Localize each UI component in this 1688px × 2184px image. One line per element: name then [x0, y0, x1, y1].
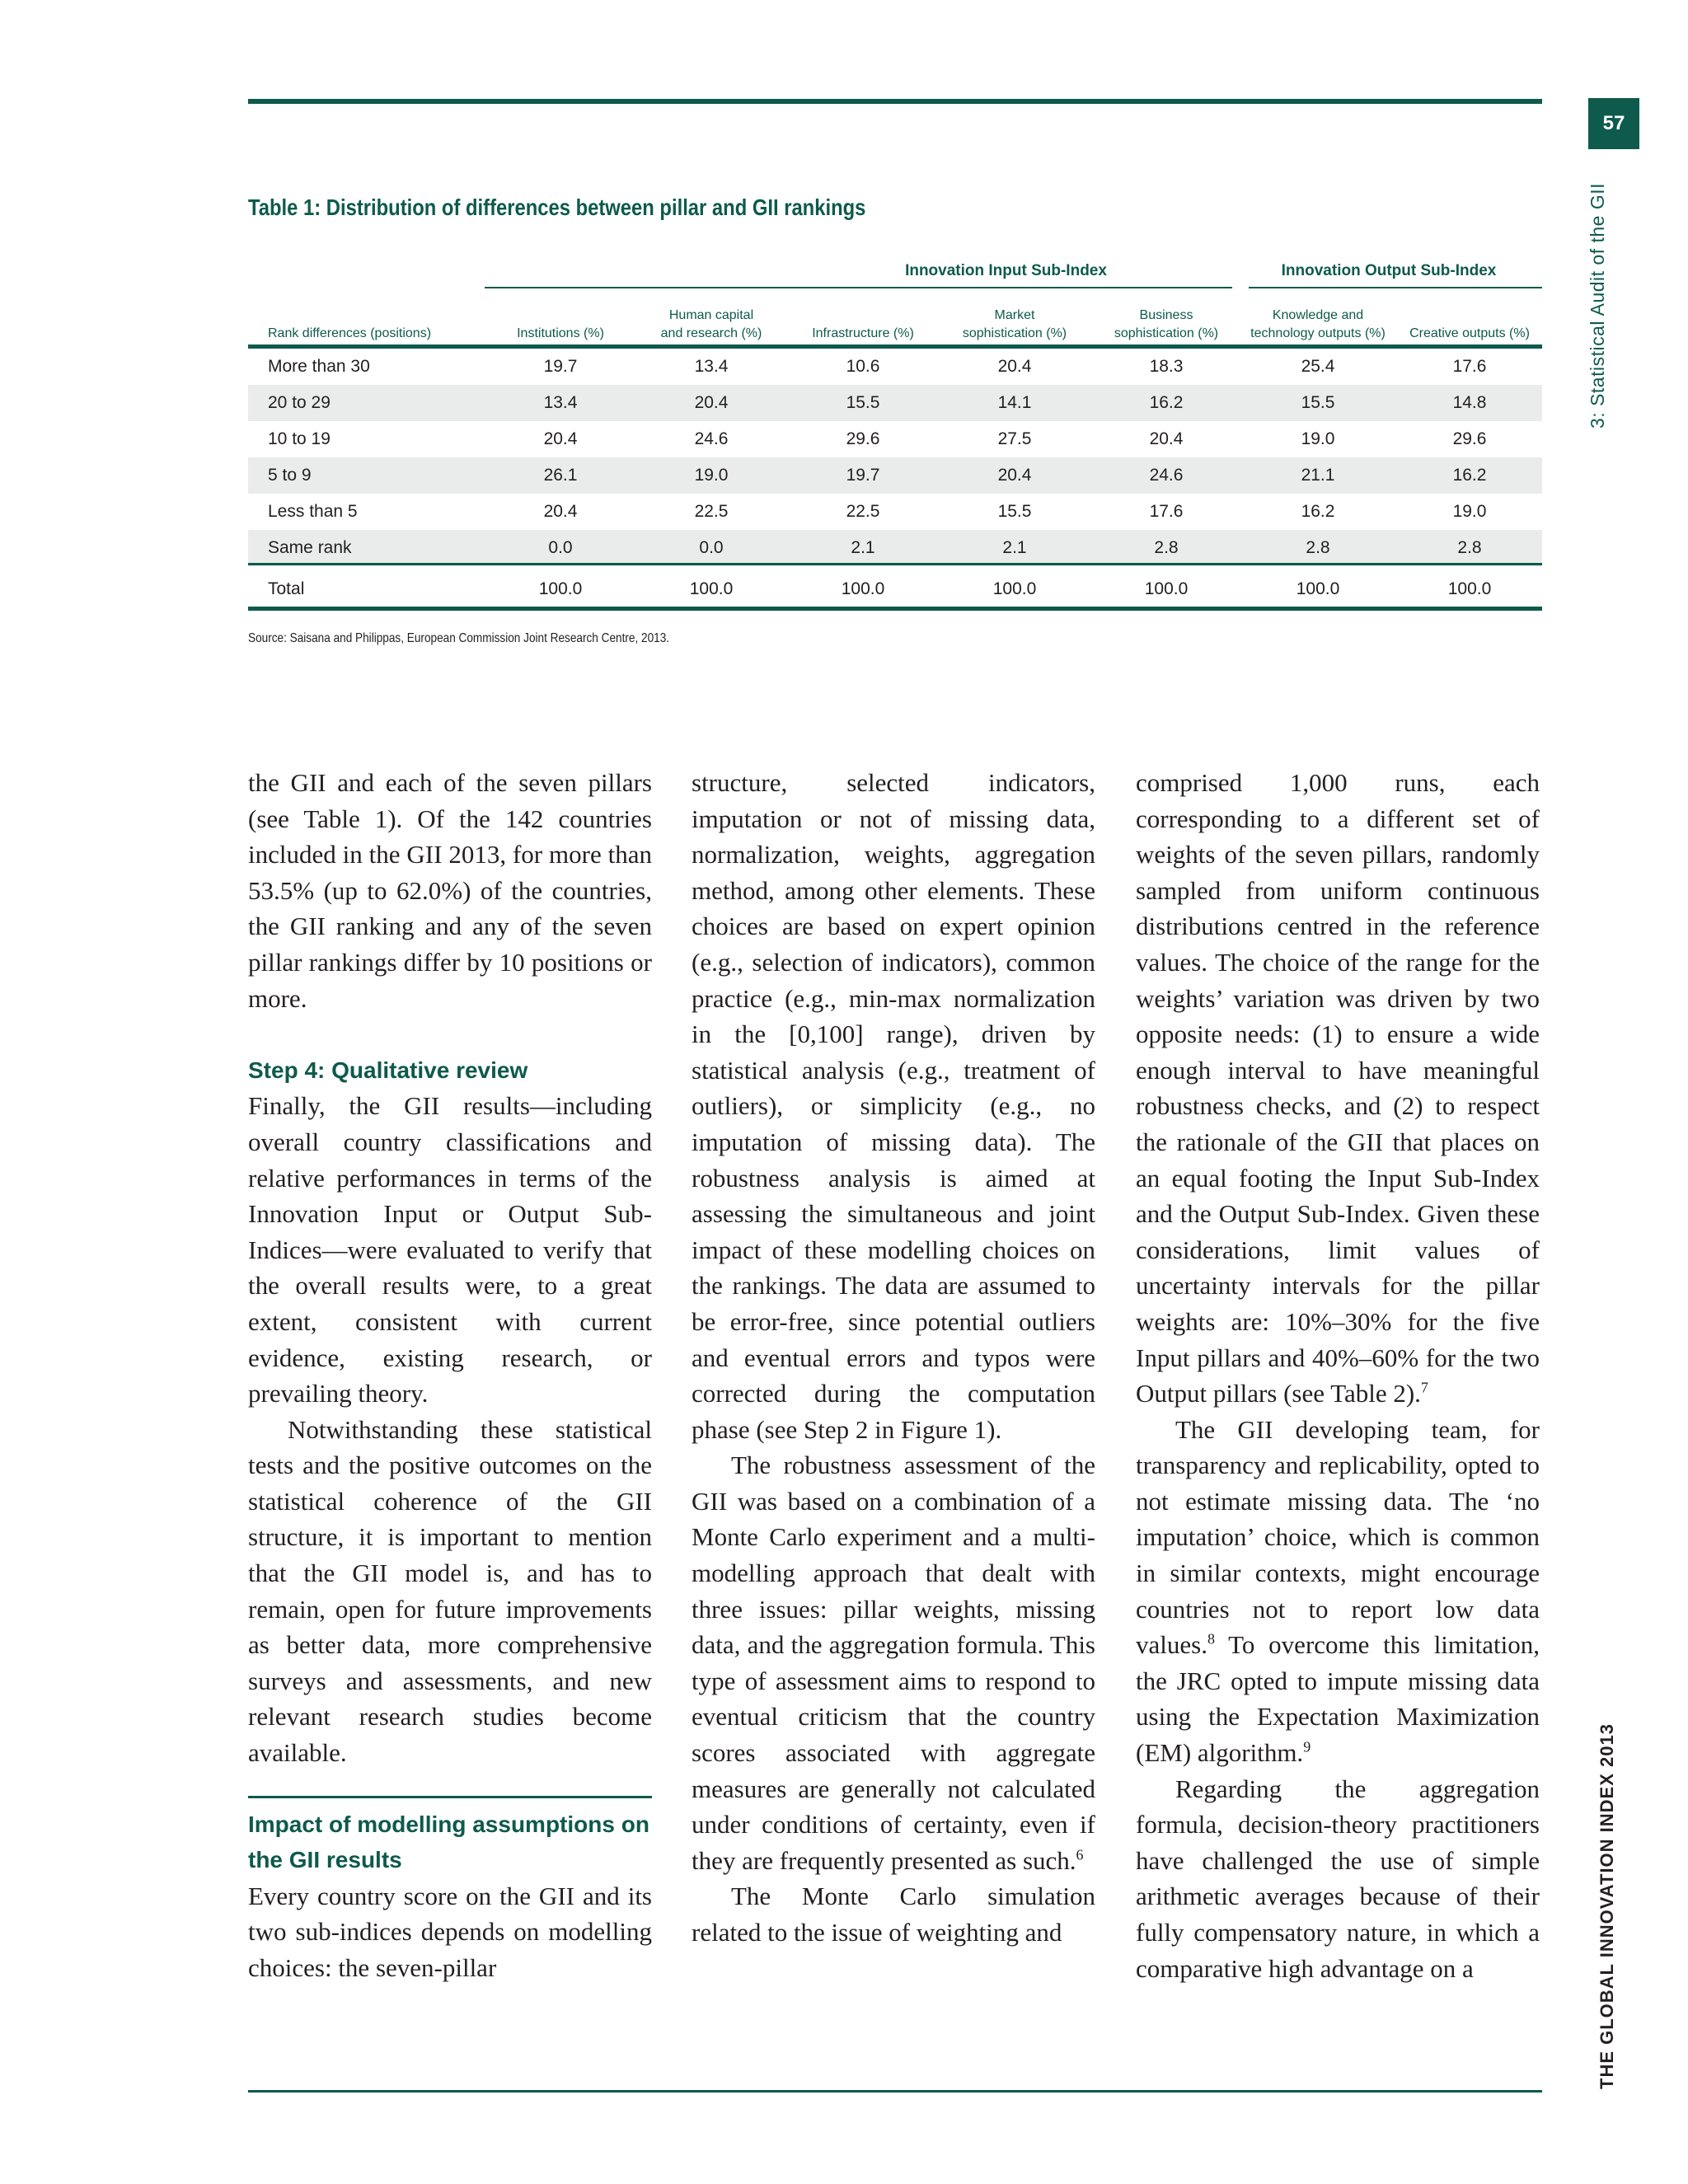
row-label: 10 to 19: [268, 429, 331, 448]
output-group-rule: [1249, 287, 1542, 288]
section-rule: [248, 1796, 652, 1798]
input-group-header: Innovation Input Sub-Index: [905, 262, 1107, 279]
table-row: [248, 494, 1542, 530]
table-row: [248, 530, 1542, 566]
table-cell: 17.6: [1149, 502, 1184, 521]
output-group-header: Innovation Output Sub-Index: [1281, 262, 1497, 279]
table-row: [248, 385, 1542, 421]
column-header: Market sophistication (%): [962, 308, 1067, 340]
table-cell: 0.0: [699, 538, 724, 557]
footnote-ref: 9: [1303, 1738, 1311, 1755]
footnote-ref: 6: [1076, 1846, 1084, 1863]
table-cell: 29.6: [846, 429, 880, 448]
table-cell: 2.8: [1306, 538, 1330, 557]
table-cell: 2.8: [1457, 538, 1482, 557]
table-cell: 10.6: [846, 357, 880, 376]
row-label: Same rank: [268, 538, 352, 557]
table-cell: 22.5: [846, 502, 880, 521]
table-cell: 2.1: [1002, 538, 1027, 557]
paragraph: the GII and each of the seven pillars (see Table 1). Of the 142 countries included in the GII 2013, for more than 53.5% (up to 62.0%) of the countries, the GII ranking and any of the seven pillar rankings differ by 10 positions or more.: [248, 768, 652, 1013]
row-label: Less than 5: [268, 502, 358, 521]
table-cell: 26.1: [543, 466, 578, 485]
rank-header: Rank differences (positions): [268, 326, 432, 340]
table-cell: 100.0: [1296, 579, 1340, 598]
bottom-rule: [248, 2090, 1542, 2093]
table-source: Source: Saisana and Philippas, European Commission Joint Research Centre, 2013.: [248, 631, 670, 645]
row-label: 5 to 9: [268, 466, 312, 485]
table-row: [248, 421, 1542, 457]
column-header: Creative outputs (%): [1409, 326, 1530, 340]
column-header: Human capital and research (%): [660, 308, 762, 340]
table-cell: 0.0: [548, 538, 573, 557]
paragraph: Finally, the GII results—including overall country classifications and relative performances in terms of the Innovation Input or Output Sub-Indices—were evaluated to verify that the overall results were, to a great extent, consistent with current evidence, existing research, or prevailing theory.: [248, 1091, 652, 1408]
table-cell: 19.7: [846, 466, 880, 485]
table-cell: 13.4: [543, 393, 578, 412]
text-column-3: [1136, 765, 1540, 1986]
table-cell: 15.5: [846, 393, 880, 412]
paragraph: comprised 1,000 runs, each corresponding to a different set of weights of the seven pillars, randomly sampled from uniform continuous distributions centred in the reference values. The choice of the range for the weights’ variation was driven by two opposite needs: (1) to ensure a wide enough interval to have meaningful robustness checks, and (2) to respect the rationale of the GII that places on an equal footing the Input Sub-Index and the Output Sub-Index. Given these considerations, limit values of uncertainty intervals for the pillar weights are: 10%–30% for the five Input pillars and 40%–60% for the two Output pillars (see Table 2).$^7$: [1136, 768, 1540, 1408]
table-row: [248, 457, 1542, 494]
table-cell: 15.5: [997, 502, 1032, 521]
table-cell: 20.4: [997, 466, 1032, 485]
table-cell: 19.0: [1301, 429, 1335, 448]
input-group-rule: [485, 287, 1232, 288]
paragraph: Notwithstanding these statistical tests and the positive outcomes on the statistical coherence of the GII structure, it is important to mention that the GII model is, and has to remain, open for future improvements as better data, more comprehensive surveys and assessments, and new relevant research studies become available.: [248, 1414, 652, 1768]
paragraph: Every country score on the GII and its two sub-indices depends on modelling choices: the seven-pillar: [248, 1881, 652, 1982]
column-header: Knowledge and technology outputs (%): [1250, 308, 1386, 340]
text-column-1: [248, 765, 652, 1986]
table-cell: 25.4: [1301, 357, 1335, 376]
table-cell: 20.4: [543, 429, 578, 448]
table-row-total: [248, 571, 1542, 607]
table-cell: 21.1: [1301, 466, 1335, 485]
footnote-ref: 7: [1420, 1379, 1428, 1396]
paragraph: Regarding the aggregation formula, decision-theory practitioners have challenged the use of simple arithmetic averages because of their fully compensatory nature, in which a comparative high advantage on a: [1136, 1774, 1540, 1983]
footnote-ref: 8: [1207, 1630, 1215, 1647]
table-cell: 20.4: [694, 393, 729, 412]
table-cell: 29.6: [1452, 429, 1487, 448]
table-cell: 16.2: [1149, 393, 1184, 412]
paragraph: The Monte Carlo simulation related to the issue of weighting and: [692, 1882, 1095, 1947]
column-header: Institutions (%): [517, 326, 604, 340]
row-label: 20 to 29: [268, 393, 331, 412]
table-cell: 2.1: [851, 538, 875, 557]
table-cell: 2.8: [1154, 538, 1179, 557]
table-cell: 18.3: [1149, 357, 1184, 376]
table-cell: 100.0: [689, 579, 734, 598]
heading-modelling-assumptions: Impact of modelling assumptions on the GII results: [248, 1811, 649, 1873]
table-cell: 100.0: [538, 579, 583, 598]
table-cell: 20.4: [543, 502, 578, 521]
chapter-side-title: 3: Statistical Audit of the GII: [1587, 182, 1608, 429]
table-cell: 19.7: [543, 357, 578, 376]
table-title: Table 1: Distribution of differences between pillar and GII rankings: [248, 194, 866, 220]
table-cell: 20.4: [997, 357, 1032, 376]
table-cell: 22.5: [694, 502, 729, 521]
text-column-2: [692, 765, 1095, 1951]
paragraph: structure, selected indicators, imputation or not of missing data, normalization, weights, aggregation method, among other elements. These choices are based on expert opinion (e.g., selection of indicators), common practice (e.g., min-max normalization in the [0,100] range), driven by statistical analysis (e.g., treatment of outliers), or simplicity (e.g., no imputation of missing data). The robustness analysis is aimed at assessing the simultaneous and joint impact of these modelling choices on the rankings. The data are assumed to be error-free, since potential outliers and eventual errors and typos were corrected during the computation phase (see Step 2 in Figure 1).: [692, 768, 1095, 1444]
table-cell: 27.5: [997, 429, 1032, 448]
table-cell: 100.0: [1447, 579, 1492, 598]
table-cell: 16.2: [1452, 466, 1487, 485]
row-label: More than 30: [268, 357, 370, 376]
table-cell: 16.2: [1301, 502, 1335, 521]
total-rule: [248, 563, 1542, 565]
heading-step-4: Step 4: Qualitative review: [248, 1057, 528, 1083]
table-row: [248, 349, 1542, 385]
column-header: Infrastructure (%): [812, 326, 914, 340]
table-cell: 17.6: [1452, 357, 1487, 376]
table-cell: 100.0: [992, 579, 1037, 598]
publication-side-title: THE GLOBAL INNOVATION INDEX 2013: [1597, 1723, 1617, 2089]
table-cell: 24.6: [1149, 466, 1184, 485]
table-cell: 14.1: [997, 393, 1032, 412]
table-cell: 100.0: [841, 579, 885, 598]
table-cell: 19.0: [694, 466, 729, 485]
table-cell: 13.4: [694, 357, 729, 376]
table-cell: 20.4: [1149, 429, 1184, 448]
paragraph: The GII developing team, for transparency and replicability, opted to not estimate missing data. The ‘no imputation’ choice, which is common in similar contexts, might encourage countries not to report low data values.$^8$ To overcome this limitation, the JRC opted to impute missing data using the Expectation Maximization (EM) algorithm.$^9$: [1136, 1414, 1540, 1768]
table-cell: 14.8: [1452, 393, 1487, 412]
total-label: Total: [268, 579, 305, 598]
table-bottom-rule: [248, 607, 1542, 611]
table-cell: 19.0: [1452, 502, 1487, 521]
paragraph: The robustness assessment of the GII was based on a combination of a Monte Carlo experiment and a multi-modelling approach that dealt with three issues: pillar weights, missing data, and the aggregation formula. This type of assessment aims to respond to eventual criticism that the country scores associated with aggregate measures are generally not calculated under conditions of certainty, even if they are frequently presented as such.$^6$: [692, 1451, 1095, 1875]
table-cell: 24.6: [694, 429, 729, 448]
table-cell: 100.0: [1144, 579, 1189, 598]
page-number: 57: [1588, 98, 1639, 149]
top-rule: [248, 99, 1542, 104]
column-header: Business sophistication (%): [1114, 308, 1219, 340]
table-cell: 15.5: [1301, 393, 1335, 412]
